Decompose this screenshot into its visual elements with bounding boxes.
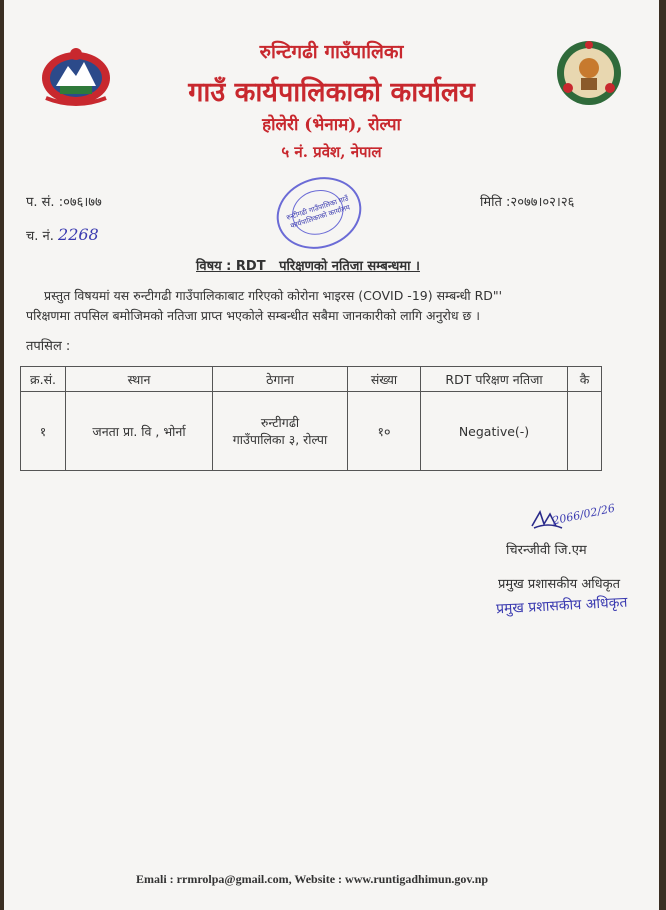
letter-subject: विषय : RDT परिक्षणको नतिजा सम्बन्धमा । — [196, 259, 420, 274]
dispatch-label: च. नं. — [26, 229, 54, 244]
table-header-row — [21, 367, 602, 392]
office-location: होलेरी (भेनाम), रोल्पा — [262, 115, 401, 135]
office-title: गाउँ कार्यपालिकाको कार्यालय — [188, 77, 475, 108]
cell-address — [213, 392, 348, 471]
cell-sn: १ — [21, 392, 66, 471]
col-header-sn: क्र.सं. — [21, 367, 66, 392]
cell-address-line-2: गाउँपालिका ३, रोल्पा — [232, 432, 328, 447]
col-header-address: ठेगाना — [213, 367, 348, 392]
dispatch-handwritten-number: 2268 — [58, 225, 99, 244]
municipality-name: रुन्टिगढी गाउँपालिका — [259, 41, 404, 63]
col-header-count: संख्या — [348, 367, 421, 392]
col-header-place: स्थान — [66, 367, 213, 392]
letter-date: मिति :२०७७।०२।२६ — [480, 195, 575, 210]
footer-contact: Emali : rrmrolpa@gmail.com, Website : www.runtigadhimun.gov.np — [136, 872, 489, 886]
letter-page — [4, 0, 659, 910]
signatory-title: प्रमुख प्रशासकीय अधिकृत — [498, 577, 621, 592]
office-stamp-text: रुन्टीगढी गाउँपालिका गाउँ कार्यपालिकाको कार्यालय — [285, 194, 351, 231]
cell-count: १० — [348, 392, 421, 471]
province-line: ५ नं. प्रवेश, नेपाल — [281, 143, 382, 161]
tapsil-label: तपसिल : — [26, 339, 71, 354]
dispatch-number — [26, 225, 99, 244]
body-line-1: प्रस्तुत विषयमां यस रुन्टीगढी गाउँपालिकाबाट गरिएको कोरोना भाइरस (COVID -19) सम्बन्धी RD"' — [44, 288, 503, 303]
signatory-name: चिरन्जीवी जि.एम — [506, 543, 587, 558]
body-line-2: परिक्षणमा तपसिल बमोजिमको नतिजा प्राप्त भएकोले सम्बन्धीत सबैमा जानकारीको लागि अनुरोध छ । — [26, 308, 481, 323]
cell-address-line-1: रुन्टीगढी — [260, 415, 300, 430]
signatory-title-stamp: प्रमुख प्रशासकीय अधिकृत — [495, 594, 628, 618]
table-row — [21, 392, 602, 471]
col-header-result: RDT परिक्षण नतिजा — [421, 367, 568, 392]
signature-date: 2066/02/26 — [551, 501, 617, 528]
cell-remarks — [568, 392, 602, 471]
col-header-remarks: कै — [568, 367, 602, 392]
results-table — [20, 366, 602, 471]
letter-number: प. सं. :०७६।७७ — [26, 195, 102, 210]
cell-result: Negative(-) — [421, 392, 568, 471]
cell-place: जनता प्रा. वि , भोर्ना — [66, 392, 213, 471]
office-stamp — [267, 166, 370, 259]
